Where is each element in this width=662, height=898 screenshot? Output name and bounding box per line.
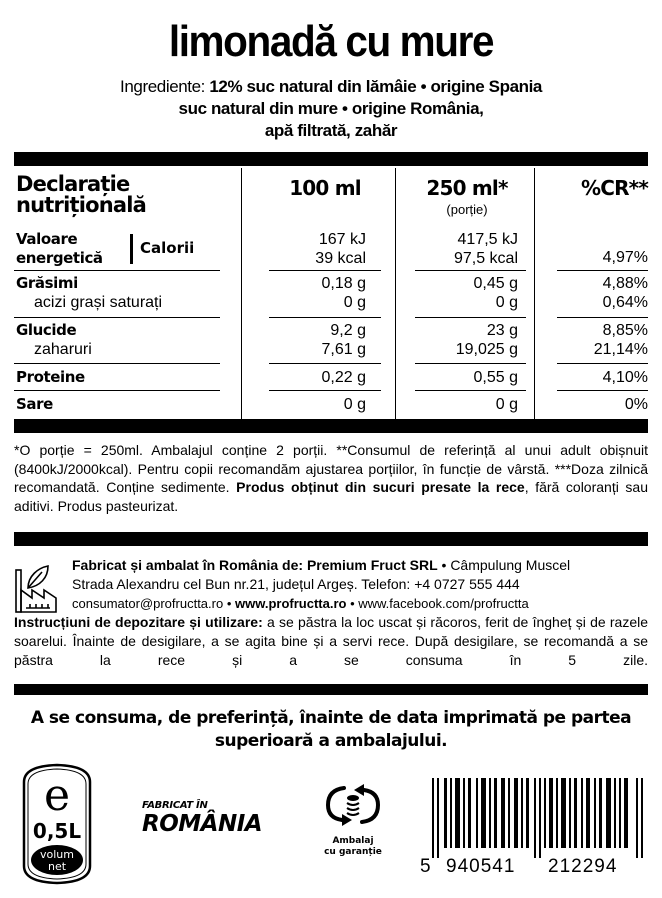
carbs-cr: 8,85% 21,14% xyxy=(593,322,648,358)
header-cr: %CR** xyxy=(580,176,648,200)
divider-bar xyxy=(14,419,648,433)
ingredients-line-1: 12% suc natural din lămâie • origine Spania xyxy=(209,77,542,96)
website-link[interactable]: www.profructta.ro xyxy=(234,596,347,611)
fat-250ml: 0,45 g 0 g xyxy=(473,275,518,311)
fat-label: Grăsimi acizi grași saturați xyxy=(16,274,163,311)
barcode-bars-icon xyxy=(424,778,656,858)
barcode-digit-first: 5 xyxy=(420,856,431,877)
svg-text:0,5L: 0,5L xyxy=(32,819,82,843)
barcode xyxy=(420,778,656,882)
ingredients xyxy=(0,76,662,142)
facebook-link[interactable]: • www.facebook.com/profructta xyxy=(346,596,529,611)
column-divider xyxy=(534,168,535,419)
estimated-volume-badge xyxy=(14,762,100,886)
producer-info: Fabricat și ambalat în România de: Premium Fruct SRL • Câmpulung Muscel Strada Alexandru cel Bun nr.21, județul Argeș. Telefon: +4 0727 555 444 consumator@profructta.ro • www.profructta.ro • www.facebook.com/profructta xyxy=(14,556,648,613)
nutrition-title: Declarație nutrițională xyxy=(16,172,147,217)
svg-text:volum: volum xyxy=(40,848,74,861)
ingredients-line-2: suc natural din mure • origine România, xyxy=(178,99,484,118)
packaging-label-2: cu garanție xyxy=(324,847,382,857)
energy-label: Valoare energetică xyxy=(16,230,103,267)
salt-label: Sare xyxy=(16,395,53,413)
carbs-250ml: 23 g 19,025 g xyxy=(455,322,518,358)
nutrition-table xyxy=(14,168,648,419)
recycle-arrows-icon xyxy=(322,780,384,830)
fat-100ml: 0,18 g 0 g xyxy=(321,275,366,311)
ingredients-line-3: apă filtrată, zahăr xyxy=(264,121,398,140)
protein-100ml: 0,22 g xyxy=(321,369,366,386)
svg-text:e: e xyxy=(43,770,71,821)
svg-text:net: net xyxy=(47,860,67,873)
made-in-romania-logo: FABRICAT ÎN ROMÂNIA xyxy=(142,800,263,837)
barcode-right-group: 212294 xyxy=(548,856,618,877)
energy-250ml: 417,5 kJ 97,5 kcal xyxy=(453,231,518,267)
packaging-label-1: Ambalaj xyxy=(332,836,374,846)
fat-cr: 4,88% 0,64% xyxy=(602,275,648,311)
producer-name: Fabricat și ambalat în România de: Premium Fruct SRL xyxy=(72,557,438,573)
instructions-label: Instrucțiuni de depozitare și utilizare: xyxy=(14,614,263,630)
packaging-guarantee-badge xyxy=(318,780,388,858)
ingredients-label: Ingrediente: xyxy=(120,77,206,96)
header-portion: (porție) xyxy=(446,202,488,217)
producer-address: Strada Alexandru cel Bun nr.21, județul Argeș. Telefon: +4 0727 555 444 xyxy=(72,576,520,592)
salt-cr: 0% xyxy=(624,396,648,413)
divider-bar xyxy=(14,684,648,695)
protein-250ml: 0,55 g xyxy=(473,369,518,386)
energy-separator xyxy=(130,234,133,264)
carbs-100ml: 9,2 g 7,61 g xyxy=(321,322,366,358)
salt-100ml: 0 g xyxy=(343,396,366,413)
protein-cr: 4,10% xyxy=(602,369,648,386)
energy-cr: 4,97% xyxy=(602,249,648,266)
salt-250ml: 0 g xyxy=(495,396,518,413)
header-100ml: 100 ml xyxy=(289,176,361,200)
best-before-text: A se consuma, de preferință, înainte de data imprimată pe partea superioară a ambalajului. xyxy=(30,708,632,751)
energy-100ml: 167 kJ 39 kcal xyxy=(315,231,366,267)
factory-leaf-icon xyxy=(14,562,64,614)
column-divider xyxy=(395,168,396,419)
divider-bar xyxy=(14,152,648,166)
barcode-left-group: 940541 xyxy=(446,856,516,877)
footnote: *O porție = 250ml. Ambalajul conține 2 porții. **Consumul de referință al unui adult obișnuit (8400kJ/2000kcal). Pentru copii recomandăm ajustarea porțiilor, în funcție de vârstă. ***Doza zilnică recomandată. Conține sedimente. Produs obținut din sucuri presate la rece, fără coloranți sau aditivi. Produs pasteurizat. xyxy=(14,442,649,514)
calories-label: Calorii xyxy=(140,239,195,257)
email-link[interactable]: consumator@profructta.ro • xyxy=(72,596,235,611)
column-divider xyxy=(241,168,242,419)
protein-label: Proteine xyxy=(16,368,85,386)
carbs-label: Glucide zaharuri xyxy=(16,321,92,358)
storage-instructions: Instrucțiuni de depozitare și utilizare: a se păstra la loc uscat și răcoros, ferit de îngheț și de razele soarelui. Înainte de desigilare, a se agita bine și a servi rece. După desigilare, se recomandă a se păstra la rece și a se consuma în 5 zile. xyxy=(14,614,648,668)
divider-bar xyxy=(14,532,648,546)
header-250ml: 250 ml* xyxy=(426,176,508,200)
product-title: limonadă cu mure xyxy=(168,17,494,66)
footnote-bold: Produs obținut din sucuri presate la rece xyxy=(236,479,525,495)
